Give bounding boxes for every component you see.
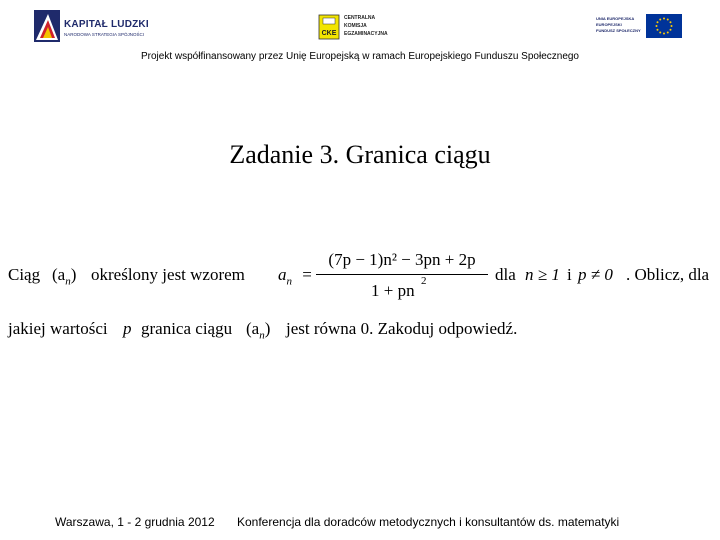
project-funding-line: Projekt współfinansowany przez Unię Europejską w ramach Europejskiego Funduszu Społecznego [140, 51, 579, 62]
formula-denominator: 1 + pn [371, 281, 415, 300]
task-line1-mid: określony jest wzorem [91, 265, 245, 284]
sequence-sub: n [65, 275, 71, 288]
kapital-ludzki-title: KAPITAŁ LUDZKI [64, 19, 149, 30]
task-line1-start: Ciąg [8, 265, 41, 284]
formula-numerator: (7p − 1)n² − 3pn + 2p [328, 250, 476, 269]
eu-line-3: FUNDUSZ SPOŁECZNY [596, 28, 641, 33]
formula-lhs [278, 265, 312, 287]
condition-n: n ≥ 1 [525, 265, 560, 284]
footer-date-location: Warszawa, 1 - 2 grudnia 2012 [55, 515, 215, 529]
condition-p: p ≠ 0 [578, 265, 613, 284]
formula-equals: = [302, 265, 312, 284]
cke-mark-text: CKE [321, 30, 337, 37]
fraction-bar [316, 274, 488, 275]
eu-flag-icon [646, 14, 682, 38]
sequence-close: ) [70, 265, 77, 284]
cke-line-3: EGZAMINACYJNA [344, 31, 388, 37]
task-line2-sequence-notation [246, 319, 270, 341]
task-line2-end: jest równa 0. Zakoduj odpowiedź. [286, 319, 518, 338]
formula-denominator-exponent: 2 [421, 275, 427, 287]
cke-logo-text [344, 14, 388, 38]
task-line2-start: jakiej wartości [8, 319, 108, 338]
cke-mark-icon [318, 14, 340, 40]
sequence2-open: (a [246, 319, 260, 338]
condition-i: i [567, 265, 572, 284]
eu-logo [596, 14, 686, 40]
kapital-ludzki-flag-icon [34, 10, 60, 42]
cke-line-1: CENTRALNA [344, 15, 376, 21]
condition-dla: dla [495, 265, 516, 284]
task-line2-p: p [123, 319, 132, 338]
kapital-ludzki-subtitle: NARODOWA STRATEGIA SPÓJNOŚCI [64, 32, 145, 37]
formula-fraction [316, 250, 488, 306]
sequence-open: (a [52, 265, 66, 284]
task-line1-end: . Oblicz, dla [626, 265, 710, 284]
sequence2-close: ) [264, 319, 271, 338]
kapital-ludzki-logo [34, 10, 164, 42]
slide-title: Zadanie 3. Granica ciągu [229, 140, 491, 169]
task-line2-mid: granica ciągu [141, 319, 233, 338]
cke-logo [318, 12, 408, 42]
formula-lhs-a: a [278, 265, 287, 284]
sequence2-sub: n [259, 329, 265, 342]
eu-line-2: EUROPEJSKI [596, 22, 622, 27]
cke-line-2: KOMISJA [344, 23, 367, 29]
eu-line-1: UNIA EUROPEJSKA [596, 16, 635, 21]
eu-logo-text [596, 16, 641, 34]
formula-lhs-sub: n [286, 275, 292, 288]
footer-conference: Konferencja dla doradców metodycznych i konsultantów ds. matematyki [237, 515, 620, 529]
task-sequence-notation [52, 265, 76, 287]
